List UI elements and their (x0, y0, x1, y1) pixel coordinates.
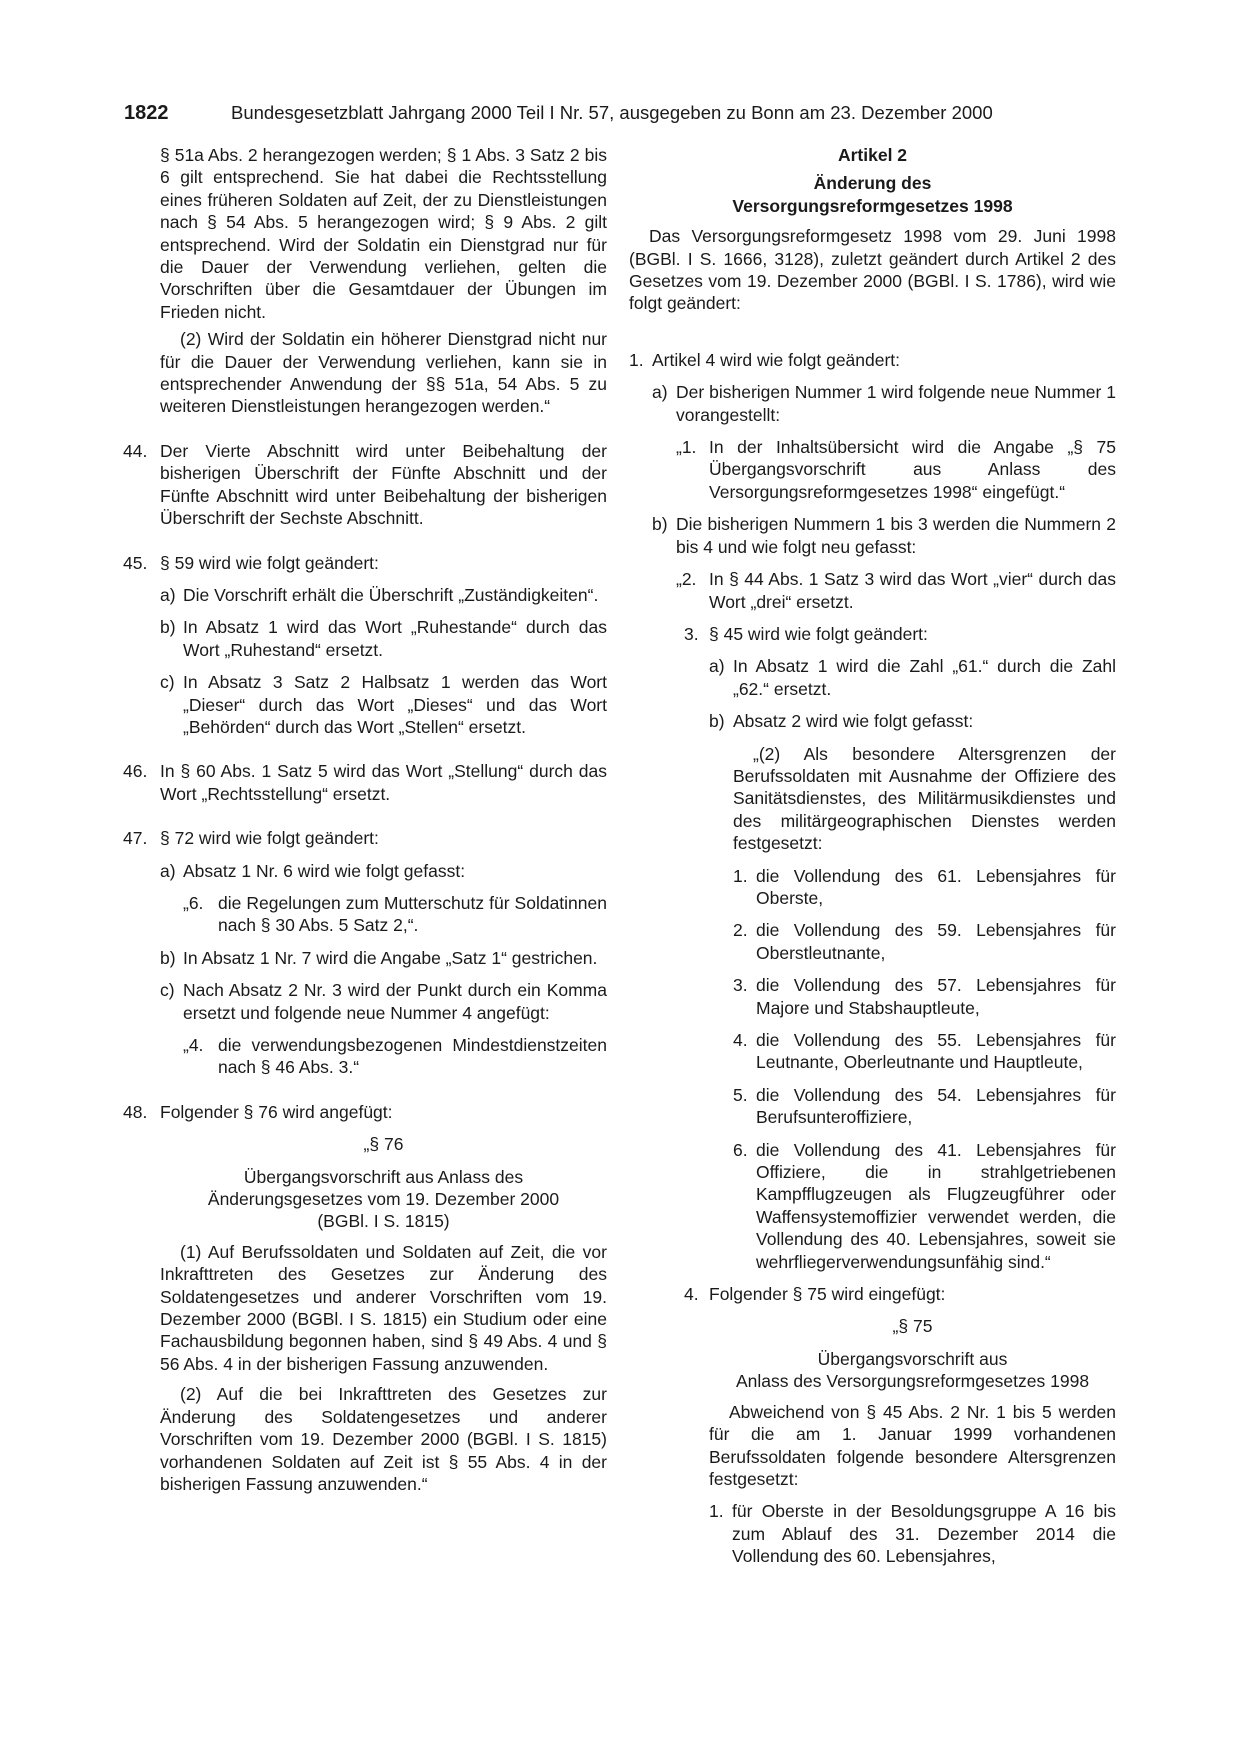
section-number: „§ 75 (892, 1316, 933, 1337)
item-text: Artikel 4 wird wie folgt geändert: (652, 349, 901, 370)
article-subtitle: Versorgungsreformgesetzes 1998 (732, 195, 1013, 216)
sub-item-letter: c) (160, 672, 175, 693)
sub-item-b (709, 710, 1116, 1273)
quoted-number: „2. (676, 569, 697, 590)
sub-item-letter: a) (160, 584, 176, 605)
sub-item-letter: b) (709, 711, 725, 732)
sub-item-a (652, 381, 1116, 503)
list-number: 3. (733, 975, 748, 996)
list-item-1 (629, 349, 1116, 1568)
quoted-number: „4. (183, 1035, 204, 1055)
sub-item-letter: a) (160, 860, 176, 881)
item-text: Folgender § 76 wird angefügt: (160, 1101, 393, 1122)
list-item-44 (123, 440, 607, 530)
sub-item-letter: b) (160, 947, 176, 968)
article-intro: Das Versorgungsreformgesetz 1998 vom 29. Juni 1998 (BGBl. I S. 1666, 3128), zuletzt geändert durch Artikel 2 des Gesetzes vom 19. Dezember 2000 (BGBl. I S. 1786), wird wie folgt geändert: (629, 226, 1116, 314)
list-number: 1. (733, 865, 748, 886)
section-heading-line: (BGBl. I S. 1815) (317, 1211, 450, 1232)
sub-item-text: Nach Absatz 2 Nr. 3 wird der Punkt durch ein Komma ersetzt und folgende neue Nummer 4 angefügt: (183, 980, 607, 1023)
sub-item-a (709, 655, 1116, 700)
quoted-text: die verwendungsbezogenen Mindestdienstzeiten nach § 46 Abs. 3.“ (218, 1035, 607, 1078)
item-text: § 72 wird wie folgt geändert: (160, 828, 379, 849)
quoted-number: 3. (684, 623, 699, 644)
sub-item-text: In Absatz 1 wird die Zahl „61.“ durch die Zahl „62.“ ersetzt. (733, 656, 1116, 699)
list-text: die Vollendung des 55. Lebensjahres für Leutnante, Oberleutnante und Hauptleute, (756, 1030, 1116, 1073)
list-text: die Vollendung des 54. Lebensjahres für Berufsunteroffiziere, (756, 1084, 1116, 1128)
list-text: die Vollendung des 61. Lebensjahres für Oberste, (756, 865, 1116, 908)
quoted-item-4 (676, 1283, 1116, 1567)
quoted-item (183, 1034, 607, 1079)
section-paragraph-2: (2) Auf die bei Inkrafttreten des Gesetzes zur Änderung des Soldatengesetzes und anderer Vorschriften vom 19. Dezember 2000 (BGBl. I S. 1815) vorhandenen Soldaten auf Zeit ist § 55 Abs. 4 in der bisherigen Fassung anzuwenden.“ (160, 1384, 607, 1494)
list-item-47 (123, 827, 607, 1079)
sub-item-text: Absatz 1 Nr. 6 wird wie folgt gefasst: (183, 860, 466, 881)
sub-item-a (160, 860, 607, 937)
sub-item-text: Die Vorschrift erhält die Überschrift „Zuständigkeiten“. (183, 584, 599, 605)
continued-paragraph-2: (2) Wird der Soldatin ein höherer Dienstgrad nicht nur für die Dauer der Verwendung verliehen, kann sie in entsprechender Anwendung der §§ 51a, 54 Abs. 5 zu weiteren Dienstleistungen herangezogen werden.“ (160, 329, 607, 417)
section-paragraph-1: (1) Auf Berufssoldaten und Soldaten auf Zeit, die vor Inkrafttreten des Gesetzes zur Änderung des Soldatengesetzes und anderer Vorschriften vom 19. Dezember 2000 (BGBl. I S. 1815) ein Studium oder eine Fachausbildung begonnen haben, sind § 49 Abs. 4 und § 56 Abs. 4 in der bisherigen Fassung anzuwenden. (160, 1241, 607, 1374)
section-heading-line: Übergangsvorschrift aus (817, 1348, 1008, 1369)
page-number: 1822 (124, 102, 169, 124)
list-text: für Oberste in der Besoldungsgruppe A 16 bis zum Ablauf des 31. Dezember 2014 die Vollendung des 60. Lebensjahres, (732, 1501, 1116, 1567)
list-item-48 (123, 1101, 607, 1496)
list-item-45 (123, 552, 607, 739)
quoted-text: § 45 wird wie folgt geändert: (709, 623, 928, 644)
item-number: 1. (629, 349, 644, 370)
quoted-text: In der Inhaltsübersicht wird die Angabe „§ 75 Übergangsvorschrift aus Anlass des Versorgungsreformgesetzes 1998“ eingefügt.“ (709, 437, 1116, 502)
list-number: 2. (733, 920, 748, 941)
left-column (123, 144, 607, 1495)
sub-item-b (160, 616, 607, 661)
age-limit-3 (733, 974, 1116, 1019)
item-number: 47. (123, 828, 148, 849)
item-number: 46. (123, 761, 148, 782)
list-number: 4. (733, 1030, 748, 1050)
sub-item-text: In Absatz 3 Satz 2 Halbsatz 1 werden das Wort „Dieser“ durch das Wort „Dieses“ und das Wort „Behörden“ durch das Wort „Stellen“ ersetzt. (183, 672, 607, 737)
page-header (124, 98, 1024, 128)
section-heading-line: Anlass des Versorgungsreformgesetzes 1998 (735, 1371, 1090, 1392)
continued-paragraph: § 51a Abs. 2 herangezogen werden; § 1 Abs. 3 Satz 2 bis 6 gilt entsprechend. Sie hat dabei die Rechtsstellung eines früheren Soldaten auf Zeit, der zu Dienstleistungen nach § 54 Abs. 5 herangezogen wird; § 9 Abs. 2 gilt entsprechend. Wird der Soldatin ein Dienstgrad nur für die Dauer der Verwendung verliehen, gelten die Vorschriften über die Gesamtdauer der Übungen im Frieden nicht. (160, 145, 607, 322)
sub-item-letter: a) (652, 382, 668, 403)
quoted-number: „1. (676, 437, 697, 458)
age-limit-4 (733, 1029, 1116, 1074)
article-title: Artikel 2 (837, 145, 908, 165)
age-limit-5 (733, 1084, 1116, 1129)
quoted-number: „6. (183, 892, 204, 913)
article-subtitle: Änderung des (813, 173, 932, 194)
list-number: 1. (709, 1501, 724, 1522)
sub-item-letter: c) (160, 980, 175, 1001)
sub-item-b (160, 947, 607, 969)
sub-item-letter: b) (652, 514, 668, 535)
item-text: § 59 wird wie folgt geändert: (160, 552, 379, 573)
section-heading-line: Übergangsvorschrift aus Anlass des (243, 1166, 524, 1187)
sub-item-text: Die bisherigen Nummern 1 bis 3 werden die Nummern 2 bis 4 und wie folgt neu gefasst: (676, 514, 1116, 557)
item-text: In § 60 Abs. 1 Satz 5 wird das Wort „Stellung“ durch das Wort „Rechtsstellung“ ersetzt. (160, 761, 607, 804)
quoted-item-2 (676, 568, 1116, 613)
quoted-item (676, 436, 1116, 503)
list-text: die Vollendung des 59. Lebensjahres für Oberstleutnante, (756, 920, 1116, 963)
quoted-text: In § 44 Abs. 1 Satz 3 wird das Wort „vier“ durch das Wort „drei“ ersetzt. (709, 569, 1116, 612)
list-number: 5. (733, 1084, 748, 1105)
item-number: 48. (123, 1101, 148, 1122)
sub-item-b (652, 513, 1116, 1567)
sub-item-text: In Absatz 1 wird das Wort „Ruhestande“ durch das Wort „Ruhestand“ ersetzt. (183, 617, 607, 660)
sub-item-c (160, 671, 607, 738)
sub-item-c (160, 979, 607, 1079)
quoted-text: die Regelungen zum Mutterschutz für Soldatinnen nach § 30 Abs. 5 Satz 2,“. (218, 892, 607, 936)
quoted-paragraph: „(2) Als besondere Altersgrenzen der Berufssoldaten mit Ausnahme der Offiziere des Sanitätsdienstes, des Militärmusikdienstes und des militärgeographischen Dienstes werden festgesetzt: (733, 743, 1116, 854)
list-item-46 (123, 760, 607, 805)
list-text: die Vollendung des 41. Lebensjahres für Offiziere, die in strahlgetriebenen Kampfflugzeugen als Flugzeugführer oder Waffensystemoffizier verwendet werden, die Vollendung des 40. Lebensjahres, soweit sie wehrfliegerverwendungsunfähig sind.“ (756, 1139, 1116, 1272)
section-number: „§ 76 (363, 1134, 404, 1155)
item-number: 45. (123, 552, 148, 573)
item-number: 44. (123, 440, 148, 461)
item-text: Der Vierte Abschnitt wird unter Beibehaltung der bisherigen Überschrift der Fünfte Abschnitt und der Fünfte Abschnitt wird unter Beibehaltung der bisherigen Überschrift der Sechste Abschnitt. (160, 440, 607, 529)
age-limit-1 (733, 865, 1116, 910)
sub-item-text: Absatz 2 wird wie folgt gefasst: (733, 711, 974, 732)
section-heading-line: Änderungsgesetzes vom 19. Dezember 2000 (207, 1189, 560, 1210)
quoted-item-3 (676, 623, 1116, 1273)
sub-item-letter: a) (709, 656, 725, 677)
sub-item-letter: b) (160, 617, 176, 638)
gazette-title: Bundesgesetzblatt Jahrgang 2000 Teil I Nr. 57, ausgegeben zu Bonn am 23. Dezember 2000 (231, 102, 993, 123)
age-limit-6 (733, 1139, 1116, 1273)
sub-item-a (160, 584, 607, 606)
age-limit-2 (733, 919, 1116, 964)
right-column (629, 144, 1116, 1568)
special-age-limit-1 (709, 1500, 1116, 1567)
section-paragraph: Abweichend von § 45 Abs. 2 Nr. 1 bis 5 werden für die am 1. Januar 1999 vorhandenen Berufssoldaten folgende besondere Altersgrenzen festgesetzt: (709, 1401, 1116, 1489)
quoted-text: Folgender § 75 wird eingefügt: (709, 1284, 946, 1305)
sub-item-text: Der bisherigen Nummer 1 wird folgende neue Nummer 1 vorangestellt: (676, 382, 1116, 425)
list-number: 6. (733, 1139, 748, 1160)
quoted-number: 4. (684, 1284, 699, 1305)
quoted-item (183, 892, 607, 937)
sub-item-text: In Absatz 1 Nr. 7 wird die Angabe „Satz 1“ gestrichen. (183, 947, 598, 968)
list-text: die Vollendung des 57. Lebensjahres für Majore und Stabshauptleute, (756, 975, 1116, 1018)
